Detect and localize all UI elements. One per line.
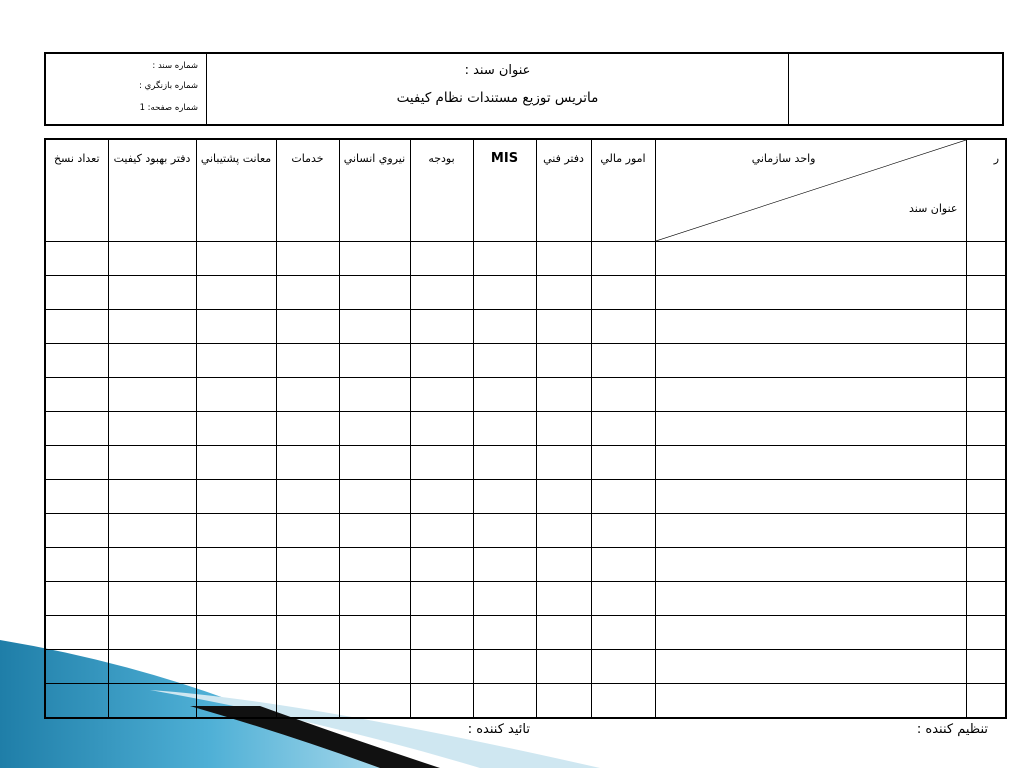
table-cell[interactable]: [45, 276, 108, 310]
table-cell[interactable]: [196, 514, 276, 548]
table-cell[interactable]: [966, 548, 1006, 582]
table-cell[interactable]: [410, 310, 473, 344]
table-cell[interactable]: [966, 616, 1006, 650]
header-quality-office: دفتر بهبود كيفيت: [108, 139, 196, 242]
table-cell[interactable]: [339, 242, 410, 276]
table-cell[interactable]: [410, 582, 473, 616]
table-cell[interactable]: [966, 378, 1006, 412]
header-copies-count: تعداد نسخ: [45, 139, 108, 242]
table-cell[interactable]: [473, 310, 536, 344]
table-cell[interactable]: [966, 310, 1006, 344]
table-cell[interactable]: [410, 378, 473, 412]
table-cell[interactable]: [276, 378, 339, 412]
table-row: [45, 446, 1006, 480]
table-cell[interactable]: [966, 242, 1006, 276]
table-cell[interactable]: [966, 582, 1006, 616]
table-cell[interactable]: [966, 684, 1006, 719]
table-cell[interactable]: [196, 276, 276, 310]
table-row: [45, 378, 1006, 412]
table-cell[interactable]: [473, 446, 536, 480]
table-cell[interactable]: [196, 310, 276, 344]
table-cell[interactable]: [410, 276, 473, 310]
table-row: [45, 480, 1006, 514]
table-cell[interactable]: [339, 446, 410, 480]
table-cell[interactable]: [655, 650, 966, 684]
table-cell[interactable]: [473, 412, 536, 446]
header-financial-affairs: امور مالي: [591, 139, 655, 242]
table-cell[interactable]: [276, 276, 339, 310]
table-cell[interactable]: [339, 514, 410, 548]
table-cell[interactable]: [536, 378, 591, 412]
table-cell[interactable]: [536, 616, 591, 650]
table-cell[interactable]: [45, 378, 108, 412]
table-cell[interactable]: [591, 548, 655, 582]
table-cell[interactable]: [339, 650, 410, 684]
table-cell[interactable]: [108, 616, 196, 650]
approved-by-label: تائيد كننده :: [467, 722, 530, 737]
table-row: [45, 276, 1006, 310]
table-row: [45, 310, 1006, 344]
table-row: [45, 650, 1006, 684]
table-cell[interactable]: [276, 684, 339, 719]
table-cell[interactable]: [536, 310, 591, 344]
table-cell[interactable]: [591, 412, 655, 446]
header-doc-title: عنوان سند: [908, 202, 958, 215]
table-cell[interactable]: [591, 582, 655, 616]
table-cell[interactable]: [108, 582, 196, 616]
table-cell[interactable]: [536, 684, 591, 719]
table-cell[interactable]: [108, 548, 196, 582]
table-cell[interactable]: [196, 412, 276, 446]
page-number-label: شماره صفحه: 1: [139, 103, 198, 113]
distribution-matrix: [44, 138, 1005, 708]
table-cell[interactable]: [45, 684, 108, 719]
table-row: [45, 242, 1006, 276]
table-row: [45, 582, 1006, 616]
table-cell[interactable]: [591, 684, 655, 719]
table-cell[interactable]: [339, 310, 410, 344]
document-title: ماتريس توزيع مستندات نظام كيفيت: [396, 90, 599, 106]
table-cell[interactable]: [45, 514, 108, 548]
table-cell[interactable]: [591, 650, 655, 684]
table-cell[interactable]: [108, 344, 196, 378]
table-cell[interactable]: [276, 344, 339, 378]
table-cell[interactable]: [276, 480, 339, 514]
table-row: [45, 616, 1006, 650]
table-cell[interactable]: [410, 446, 473, 480]
header-diagonal-cell: [655, 139, 966, 242]
document-meta: [46, 54, 206, 124]
document-header: [44, 52, 1004, 126]
header-human-resources: نيروي انساني: [339, 139, 410, 242]
table-cell[interactable]: [473, 378, 536, 412]
header-technical-office: دفتر فني: [536, 139, 591, 242]
table-cell[interactable]: [410, 548, 473, 582]
table-cell[interactable]: [196, 242, 276, 276]
table-cell[interactable]: [536, 446, 591, 480]
table-cell[interactable]: [45, 446, 108, 480]
header-services: خدمات: [276, 139, 339, 242]
table-cell[interactable]: [473, 514, 536, 548]
table-cell[interactable]: [591, 310, 655, 344]
table-cell[interactable]: [655, 412, 966, 446]
table-cell[interactable]: [196, 378, 276, 412]
table-row: [45, 412, 1006, 446]
table-cell[interactable]: [473, 582, 536, 616]
table-cell[interactable]: [536, 344, 591, 378]
table-cell[interactable]: [45, 242, 108, 276]
table-cell[interactable]: [966, 514, 1006, 548]
table-cell[interactable]: [339, 344, 410, 378]
table-cell[interactable]: [655, 242, 966, 276]
document-title-cell: [206, 54, 789, 124]
table-cell[interactable]: [473, 616, 536, 650]
table-cell[interactable]: [473, 242, 536, 276]
table-cell[interactable]: [108, 446, 196, 480]
table-row: [45, 548, 1006, 582]
table-cell[interactable]: [966, 344, 1006, 378]
table-cell[interactable]: [45, 310, 108, 344]
table-cell[interactable]: [655, 616, 966, 650]
table-cell[interactable]: [45, 582, 108, 616]
table-cell[interactable]: [410, 412, 473, 446]
table-cell[interactable]: [276, 582, 339, 616]
matrix-header-row: [45, 139, 1006, 242]
table-cell[interactable]: [966, 276, 1006, 310]
table-cell[interactable]: [410, 616, 473, 650]
doc-number-label: شماره سند :: [152, 61, 198, 71]
table-cell[interactable]: [196, 616, 276, 650]
table-cell[interactable]: [108, 412, 196, 446]
table-row: [45, 514, 1006, 548]
table-cell[interactable]: [966, 412, 1006, 446]
table-cell[interactable]: [536, 582, 591, 616]
table-cell[interactable]: [339, 412, 410, 446]
table-cell[interactable]: [410, 242, 473, 276]
table-cell[interactable]: [196, 582, 276, 616]
table-cell[interactable]: [276, 548, 339, 582]
table-cell[interactable]: [45, 548, 108, 582]
table-cell[interactable]: [339, 378, 410, 412]
table-cell[interactable]: [473, 684, 536, 719]
table-cell[interactable]: [655, 684, 966, 719]
table-cell[interactable]: [473, 480, 536, 514]
table-cell[interactable]: [196, 446, 276, 480]
table-cell[interactable]: [108, 514, 196, 548]
table-cell[interactable]: [410, 650, 473, 684]
header-support-deputy: معانت پشتيباني: [196, 139, 276, 242]
table-cell[interactable]: [196, 344, 276, 378]
table-cell[interactable]: [276, 514, 339, 548]
table-cell[interactable]: [655, 276, 966, 310]
table-cell[interactable]: [536, 514, 591, 548]
document-title-label: عنوان سند :: [464, 63, 531, 78]
prepared-by-label: تنظيم كننده :: [916, 722, 988, 737]
table-cell[interactable]: [591, 378, 655, 412]
table-cell[interactable]: [276, 616, 339, 650]
table-cell[interactable]: [339, 276, 410, 310]
table-cell[interactable]: [196, 684, 276, 719]
logo-cell: [789, 54, 1002, 124]
table-cell[interactable]: [196, 480, 276, 514]
table-cell[interactable]: [473, 548, 536, 582]
table-cell[interactable]: [108, 242, 196, 276]
table-cell[interactable]: [655, 446, 966, 480]
table-cell[interactable]: [966, 446, 1006, 480]
table-cell[interactable]: [45, 480, 108, 514]
table-cell[interactable]: [108, 378, 196, 412]
table-cell[interactable]: [196, 548, 276, 582]
header-mis: MIS: [473, 139, 536, 242]
table-cell[interactable]: [108, 480, 196, 514]
table-cell[interactable]: [339, 548, 410, 582]
header-row-number: ر: [966, 139, 1006, 242]
table-cell[interactable]: [536, 412, 591, 446]
table-cell[interactable]: [655, 480, 966, 514]
revision-number-label: شماره بازنگري :: [139, 81, 198, 91]
table-row: [45, 684, 1006, 719]
table-cell[interactable]: [536, 276, 591, 310]
table-cell[interactable]: [591, 242, 655, 276]
table-cell[interactable]: [473, 276, 536, 310]
table-cell[interactable]: [196, 650, 276, 684]
table-cell[interactable]: [45, 412, 108, 446]
table-cell[interactable]: [339, 480, 410, 514]
table-cell[interactable]: [655, 344, 966, 378]
table-cell[interactable]: [276, 650, 339, 684]
table-cell[interactable]: [655, 514, 966, 548]
table-cell[interactable]: [339, 616, 410, 650]
table-cell[interactable]: [655, 582, 966, 616]
table-cell[interactable]: [655, 378, 966, 412]
table-cell[interactable]: [276, 310, 339, 344]
table-cell[interactable]: [473, 344, 536, 378]
table-cell[interactable]: [536, 650, 591, 684]
table-cell[interactable]: [536, 548, 591, 582]
table-cell[interactable]: [410, 480, 473, 514]
table-cell[interactable]: [276, 446, 339, 480]
table-cell[interactable]: [591, 480, 655, 514]
table-cell[interactable]: [410, 344, 473, 378]
table-cell[interactable]: [339, 684, 410, 719]
table-cell[interactable]: [276, 242, 339, 276]
header-org-unit: واحد سازماني: [751, 152, 816, 165]
table-cell[interactable]: [108, 310, 196, 344]
table-cell[interactable]: [45, 616, 108, 650]
table-cell[interactable]: [473, 650, 536, 684]
table-cell[interactable]: [536, 480, 591, 514]
table-cell[interactable]: [108, 684, 196, 719]
table-cell[interactable]: [591, 514, 655, 548]
table-cell[interactable]: [591, 446, 655, 480]
matrix-body: [45, 242, 1006, 719]
header-budget: بودجه: [410, 139, 473, 242]
table-cell[interactable]: [339, 582, 410, 616]
table-cell[interactable]: [966, 480, 1006, 514]
table-cell[interactable]: [655, 548, 966, 582]
table-cell[interactable]: [108, 276, 196, 310]
table-cell[interactable]: [276, 412, 339, 446]
table-cell[interactable]: [108, 650, 196, 684]
table-cell[interactable]: [655, 310, 966, 344]
table-cell[interactable]: [536, 242, 591, 276]
table-cell[interactable]: [410, 684, 473, 719]
table-cell[interactable]: [410, 514, 473, 548]
table-row: [45, 344, 1006, 378]
table-cell[interactable]: [45, 650, 108, 684]
table-cell[interactable]: [591, 616, 655, 650]
table-cell[interactable]: [591, 276, 655, 310]
table-cell[interactable]: [966, 650, 1006, 684]
table-cell[interactable]: [45, 344, 108, 378]
table-cell[interactable]: [591, 344, 655, 378]
